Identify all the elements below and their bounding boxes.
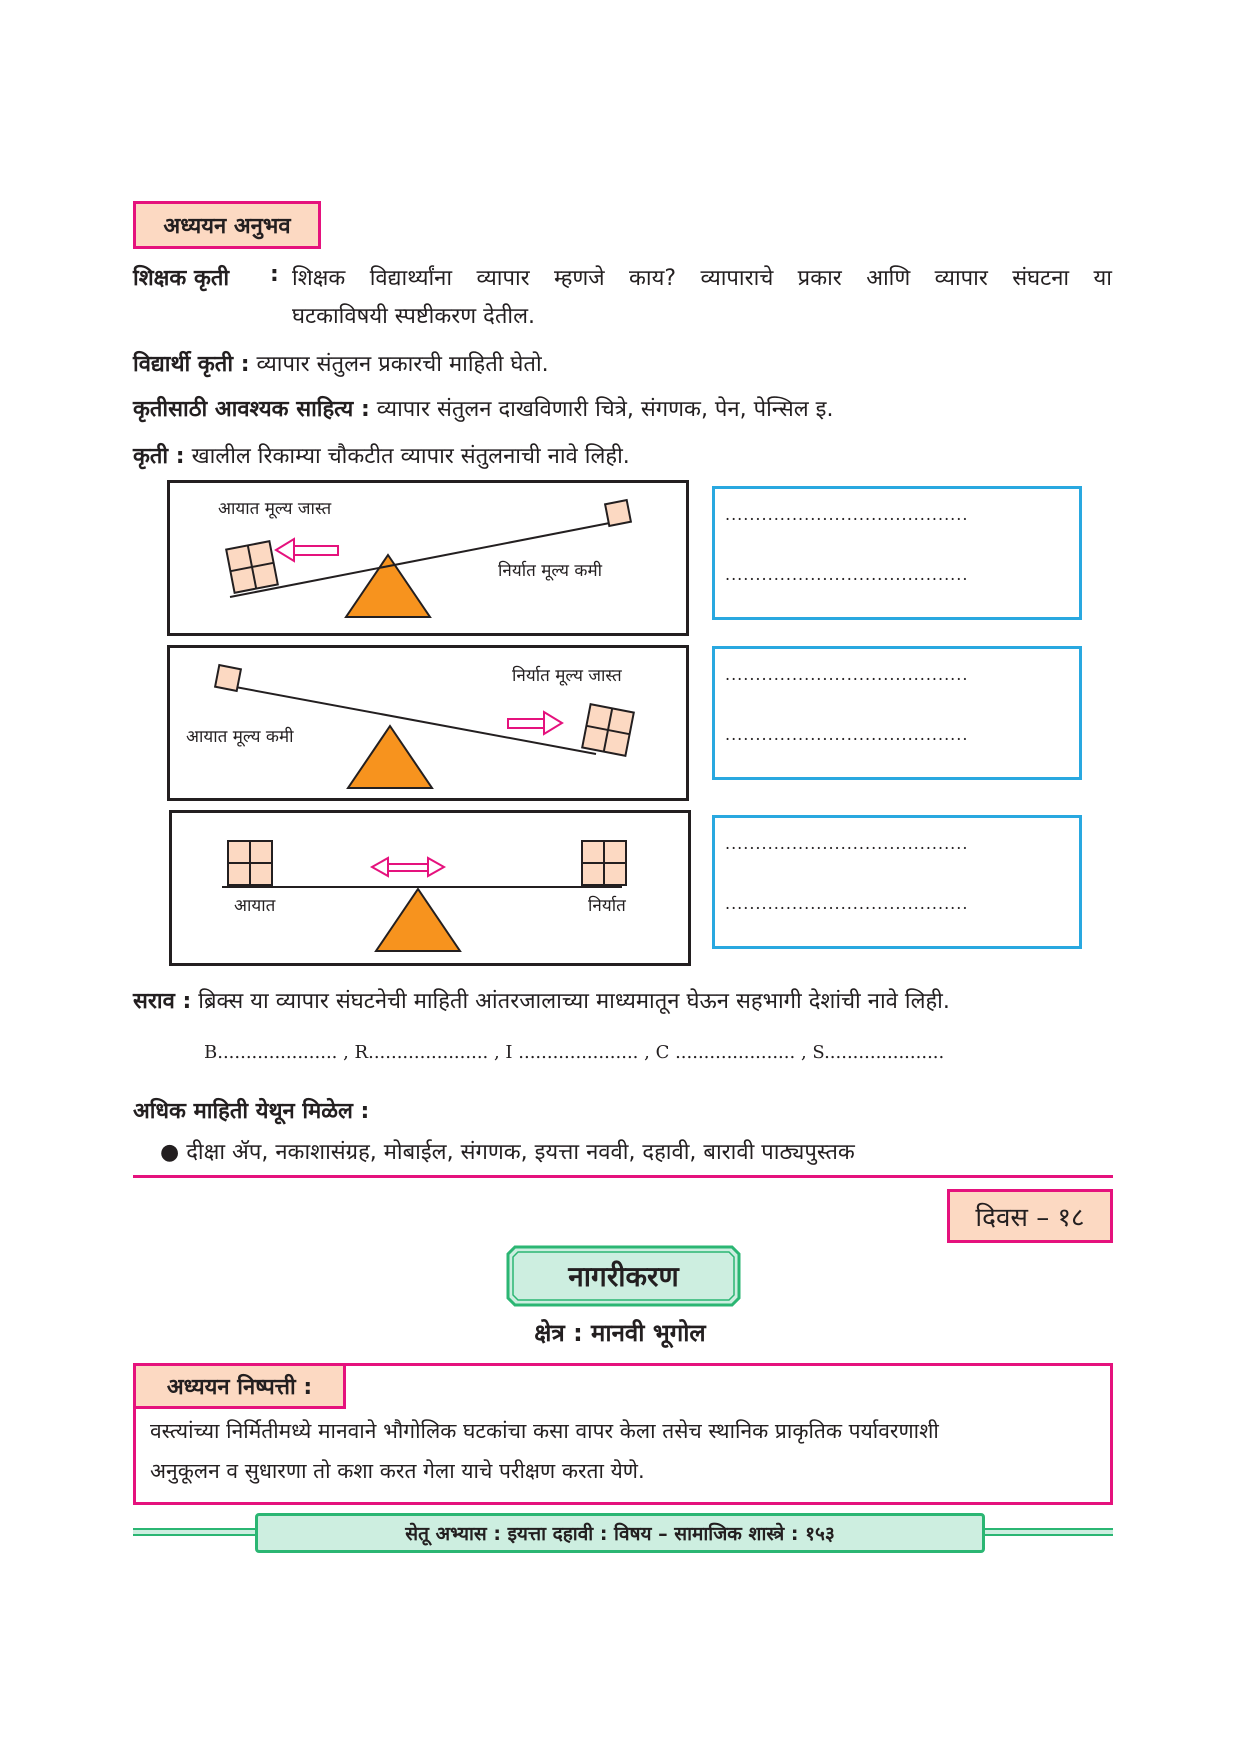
answer-line: ........................................ xyxy=(725,665,969,684)
outcome-text-2: अनुकूलन व सुधारणा तो कशा करत गेला याचे परीक्षण करता येणे. xyxy=(150,1459,645,1483)
more-info-bullet xyxy=(160,1136,855,1166)
student-text: व्यापार संतुलन प्रकारची माहिती घेतो. xyxy=(256,352,549,377)
seesaw-beam xyxy=(230,521,620,597)
teacher-text-2: घटकाविषयी स्पष्टीकरण देतील. xyxy=(292,304,536,329)
materials-text: व्यापार संतुलन दाखविणारी चित्रे, संगणक, पेन, पेन्सिल इ. xyxy=(376,397,834,422)
answer-line: ........................................ xyxy=(725,725,969,744)
exercise-label: सराव : xyxy=(133,989,192,1014)
balance-diagram-balanced xyxy=(169,810,691,966)
more-info-text: दीक्षा ॲप, नकाशासंग्रह, मोबाईल, संगणक, इयत्ता नववी, दहावी, बारावी पाठ्यपुस्तक xyxy=(186,1140,855,1165)
large-box-icon xyxy=(582,704,634,756)
large-box-icon xyxy=(226,541,278,593)
diagram-label: निर्यात xyxy=(588,896,626,916)
teacher-text-1: शिक्षक विद्यार्थ्यांना व्यापार म्हणजे काय? व्यापाराचे प्रकार आणि व्यापार संघटना या xyxy=(292,266,1112,291)
more-info-heading: अधिक माहिती येथून मिळेल : xyxy=(133,1099,370,1124)
section-divider xyxy=(133,1175,1113,1178)
exercise-text: ब्रिक्स या व्यापार संघटनेची माहिती आंतरजालाच्या माध्यमातून घेऊन सहभागी देशांची नावे लिही. xyxy=(198,989,950,1014)
answer-line: ........................................ xyxy=(725,565,969,584)
answer-box-3[interactable] xyxy=(712,815,1082,949)
double-arrow-icon xyxy=(372,858,444,876)
student-label: विद्यार्थी कृती : xyxy=(133,352,250,377)
answer-line: ........................................ xyxy=(725,834,969,853)
chapter-title-box xyxy=(505,1244,742,1308)
exercise xyxy=(133,985,950,1015)
section-tag: अध्ययन अनुभव xyxy=(133,201,321,249)
diagram-label: आयात xyxy=(234,896,276,916)
large-box-icon xyxy=(228,841,272,885)
small-box-icon xyxy=(215,665,241,691)
balance-diagram-deficit xyxy=(167,480,689,636)
teacher-label: शिक्षक कृती xyxy=(133,266,230,291)
answer-line: ........................................ xyxy=(725,505,969,524)
balance-diagram-surplus xyxy=(167,645,689,801)
footer-rule-left xyxy=(133,1528,255,1536)
small-box-icon xyxy=(605,500,631,526)
materials xyxy=(133,393,833,423)
activity xyxy=(133,440,630,470)
outcome-tag: अध्ययन निष्पत्ती : xyxy=(133,1363,346,1409)
seesaw-deficit-illustration xyxy=(170,483,686,633)
diagram-label: निर्यात मूल्य जास्त xyxy=(512,666,622,686)
right-arrow-icon xyxy=(508,712,562,734)
bullet-icon: ● xyxy=(160,1140,180,1165)
fulcrum-triangle xyxy=(376,889,460,951)
diagram-label: आयात मूल्य जास्त xyxy=(218,499,332,519)
diagram-label: आयात मूल्य कमी xyxy=(186,727,294,747)
domain-line: क्षेत्र : मानवी भूगोल xyxy=(534,1319,706,1347)
left-arrow-icon xyxy=(276,539,338,561)
seesaw-surplus-illustration xyxy=(170,648,686,798)
answer-box-2[interactable] xyxy=(712,646,1082,780)
diagram-label: निर्यात मूल्य कमी xyxy=(498,561,603,581)
answer-box-1[interactable] xyxy=(712,486,1082,620)
fulcrum-triangle xyxy=(348,726,432,788)
large-box-icon xyxy=(582,841,626,885)
footer-text: सेतू अभ्यास : इयत्ता दहावी : विषय – सामाजिक शास्त्रे : १५३ xyxy=(405,1523,835,1545)
brics-blanks: B..................... , R..................... , I ..................... , C ..................... , S..................... xyxy=(204,1042,945,1063)
seesaw-balanced-illustration xyxy=(172,813,688,963)
student-activity xyxy=(133,348,549,378)
outcome-text-1: वस्त्यांच्या निर्मितीमध्ये मानवाने भौगोलिक घटकांचा कसा वापर केला तसेच स्थानिक प्राकृतिक पर्यावरणाशी xyxy=(150,1419,939,1443)
teacher-sep: : xyxy=(270,262,279,287)
chapter-title: नागरीकरण xyxy=(568,1260,679,1293)
materials-label: कृतीसाठी आवश्यक साहित्य : xyxy=(133,397,370,422)
fulcrum-triangle xyxy=(346,555,430,617)
answer-line: ........................................ xyxy=(725,894,969,913)
activity-text: खालील रिकाम्या चौकटीत व्यापार संतुलनाची नावे लिही. xyxy=(191,444,630,469)
day-badge: दिवस – १८ xyxy=(947,1189,1113,1243)
footer-banner xyxy=(255,1513,985,1553)
footer-rule-right xyxy=(985,1528,1113,1536)
activity-label: कृती : xyxy=(133,444,185,469)
